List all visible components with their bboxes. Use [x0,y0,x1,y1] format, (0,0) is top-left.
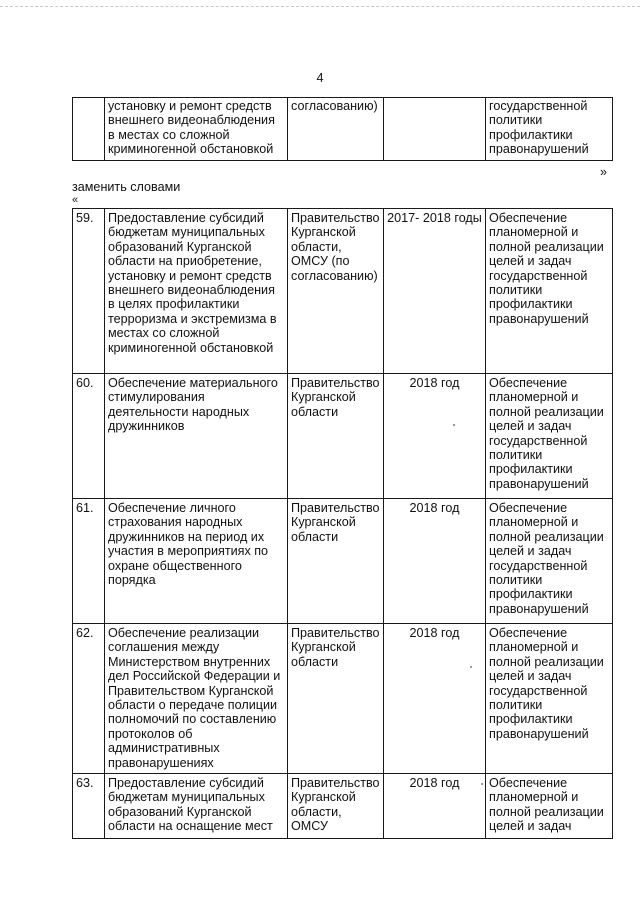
cell-term: 2018 год [384,624,486,774]
table-fragment-top [72,97,613,161]
cell-activity: установку и ремонт средств внешнего видеонаблюдения в местах со сложной криминогенной обстановкой [105,98,288,161]
replace-phrase: заменить словами [72,180,181,194]
table-row [73,499,613,624]
cell-result: Обеспечение планомерной и полной реализации целей и задач [486,774,613,839]
cell-term: 2018 год [384,774,486,839]
scan-speck [470,666,472,668]
cell-term: 2017- 2018 годы [384,209,486,374]
cell-result: Обеспечение планомерной и полной реализации целей и задач государственной политики профилактики правонарушений [486,209,613,374]
cell-executor: согласованию) [288,98,384,161]
cell-executor: Правительство Курганской области [288,499,384,624]
cell-executor: Правительство Курганской области [288,624,384,774]
cell-activity: Предоставление субсидий бюджетам муниципальных образований Курганской области на оснащение мест [105,774,288,839]
cell-executor: Правительство Курганской области, ОМСУ [288,774,384,839]
cell-activity: Обеспечение реализации соглашения между Министерством внутренних дел Российской Федерации и Правительством Курганской области о передаче полиции полномочий по составлению протоколов об административных правонарушениях [105,624,288,774]
cell-number [73,98,105,161]
measures-table [72,208,613,839]
cell-number: 59. [73,209,105,374]
cell-result: государственной политики профилактики правонарушений [486,98,613,161]
table-row [73,209,613,374]
cell-result: Обеспечение планомерной и полной реализации целей и задач государственной политики профилактики правонарушений [486,374,613,499]
cell-number: 62. [73,624,105,774]
cell-executor: Правительство Курганской области, ОМСУ (по согласованию) [288,209,384,374]
cell-result: Обеспечение планомерной и полной реализации целей и задач государственной политики профилактики правонарушений [486,499,613,624]
opening-quote: « [72,194,79,206]
cell-number: 63. [73,774,105,839]
cell-term: 2018 год [384,499,486,624]
cell-term [384,98,486,161]
table-row [73,774,613,839]
cell-executor: Правительство Курганской области [288,374,384,499]
cell-activity: Обеспечение личного страхования народных дружинников на период их участия в мероприятиях по охране общественного порядка [105,499,288,624]
cell-number: 60. [73,374,105,499]
cell-activity: Предоставление субсидий бюджетам муниципальных образований Курганской области на приобретение, установку и ремонт средств внешнего видеонаблюдения в целях профилактики терроризма и экстремизма в местах со сложной криминогенной обстановкой [105,209,288,374]
cell-term: 2018 год [384,374,486,499]
cell-result: Обеспечение планомерной и полной реализации целей и задач государственной политики профилактики правонарушений [486,624,613,774]
scan-edge [0,6,640,7]
table-row [73,624,613,774]
page-number: 4 [316,71,324,85]
scan-speck [453,424,455,426]
scan-speck [481,783,483,785]
cell-activity: Обеспечение материального стимулирования деятельности народных дружинников [105,374,288,499]
table-row [73,374,613,499]
closing-quote: » [600,165,608,179]
cell-number: 61. [73,499,105,624]
table-row [73,98,613,161]
